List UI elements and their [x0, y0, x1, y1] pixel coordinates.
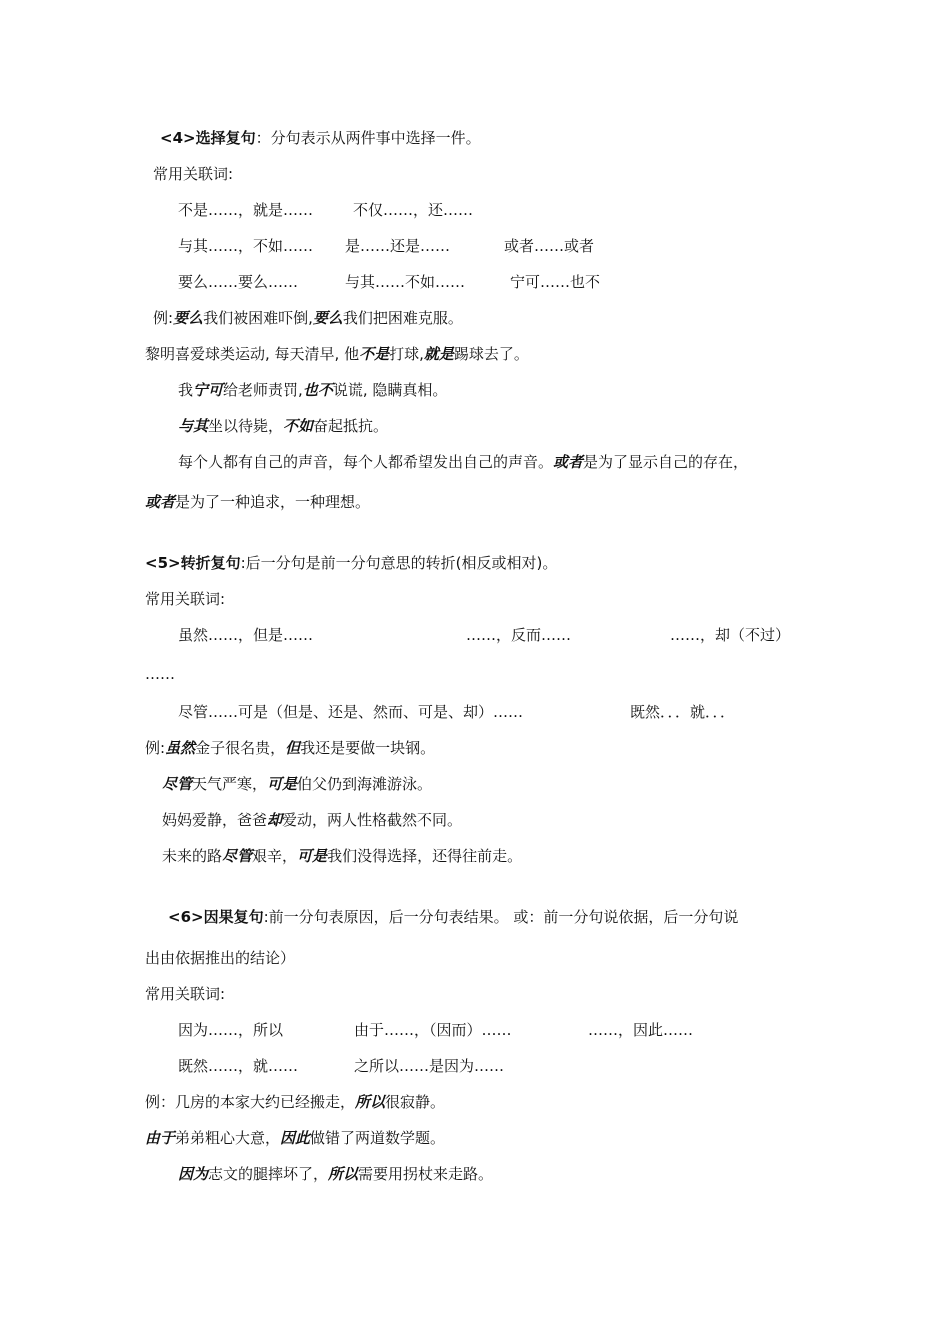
section4-conn-3a: 要么……要么……	[178, 273, 299, 291]
keyword: 所以	[328, 1165, 359, 1183]
section5-conn-2b: 既然．．．就．．．	[630, 703, 736, 721]
section4-example-5	[178, 452, 748, 472]
section5-conn-1a: 虽然……，但是……	[178, 626, 314, 644]
keyword: 宁可	[193, 381, 224, 399]
text-segment: 爱动，两人性格截然不同。	[282, 811, 463, 829]
section5-example-3	[162, 810, 462, 830]
text-segment: 踢球去了。	[453, 345, 529, 363]
text-segment: 艰辛，	[252, 847, 298, 865]
text-segment: 很寂静。	[385, 1093, 446, 1111]
section4-heading-title: 选择复句	[195, 129, 256, 147]
text-segment: 未来的路	[162, 847, 223, 865]
text-segment: 天气严寒，	[192, 775, 268, 793]
keyword: 要么	[312, 309, 343, 327]
section6-heading-num: <6>	[168, 908, 204, 926]
keyword: 却	[267, 811, 283, 829]
section6-example-2	[145, 1128, 445, 1148]
text-segment: 妈妈爱静，爸爸	[162, 811, 268, 829]
section5-example-2	[162, 774, 432, 794]
section4-heading	[160, 128, 481, 148]
section5-conn-label: 常用关联词:	[145, 590, 226, 608]
section6-conn-1c: ……，因此……	[588, 1021, 694, 1039]
section4-heading-num: <4>	[160, 129, 196, 147]
section5-conn-1c: ……，却（不过）	[670, 626, 791, 644]
text-segment: 弟弟粗心大意，	[175, 1129, 281, 1147]
text-segment: 例:	[153, 309, 174, 327]
text-segment: 我还是要做一块钢。	[300, 739, 436, 757]
keyword: 就是	[423, 345, 454, 363]
keyword: 因此	[280, 1129, 311, 1147]
text-segment: 坐以待毙，	[208, 417, 284, 435]
section4-example-1	[153, 308, 463, 328]
section4-conn-3c: 宁可……也不	[510, 273, 601, 291]
keyword: 不是	[359, 345, 390, 363]
section4-conn-2a: 与其……，不如……	[178, 237, 314, 255]
text-segment: 打球,	[389, 345, 424, 363]
keyword: 因为	[178, 1165, 209, 1183]
keyword: 可是	[267, 775, 298, 793]
section6-conn-label: 常用关联词:	[145, 985, 226, 1003]
keyword: 也不	[302, 381, 333, 399]
section4-heading-desc: ：分句表示从两件事中选择一件。	[255, 129, 481, 147]
text-segment: 志文的腿摔坏了，	[208, 1165, 329, 1183]
section6-heading	[168, 907, 738, 927]
section6-conn-2b: 之所以……是因为……	[354, 1057, 505, 1075]
keyword: 尽管	[222, 847, 253, 865]
text-segment: 金子很名贵，	[195, 739, 286, 757]
text-segment: 奋起抵抗。	[313, 417, 389, 435]
section4-example-5-cont	[145, 492, 370, 512]
section5-example-1	[145, 738, 435, 758]
text-segment: 给老师责罚,	[223, 381, 303, 399]
section5-heading-title: 转折复句	[180, 554, 241, 572]
text-segment: 我们没得选择，还得往前走。	[327, 847, 523, 865]
section6-heading-desc: :前一分句表原因，后一分句表结果。 或：前一分句说依据，后一分句说	[263, 908, 739, 926]
section4-example-3	[178, 380, 447, 400]
section5-example-4	[162, 846, 522, 866]
keyword: 或者	[553, 453, 584, 471]
keyword: 但	[285, 739, 301, 757]
section4-example-4	[178, 416, 388, 436]
section4-conn-1a: 不是……，就是……	[178, 201, 314, 219]
keyword: 不如	[283, 417, 314, 435]
section4-conn-2b: 是……还是……	[345, 237, 451, 255]
section4-example-2	[145, 344, 529, 364]
section6-example-3	[178, 1164, 493, 1184]
section6-conn-1b: 由于……，（因而）……	[354, 1021, 512, 1039]
section6-conn-1a: 因为……，所以	[178, 1021, 284, 1039]
section5-conn-1-wrap: ……	[145, 665, 175, 683]
section5-heading-num: <5>	[145, 554, 181, 572]
keyword: 或者	[145, 493, 176, 511]
text-segment: 我	[178, 381, 194, 399]
text-segment: 黎明喜爱球类运动, 每天清早, 他	[145, 345, 360, 363]
keyword: 可是	[297, 847, 328, 865]
text-segment: 例：几房的本家大约已经搬走，	[145, 1093, 356, 1111]
text-segment: 例:	[145, 739, 166, 757]
text-segment: 是为了一种追求，一种理想。	[175, 493, 371, 511]
text-segment: 说谎, 隐瞒真相。	[332, 381, 448, 399]
keyword: 虽然	[165, 739, 196, 757]
section5-conn-2a: 尽管……可是（但是、还是、然而、可是、却）……	[178, 703, 524, 721]
section4-conn-1b: 不仅……，还……	[353, 201, 474, 219]
text-segment: 是为了显示自己的存在，	[583, 453, 749, 471]
text-segment: 我们被困难吓倒,	[203, 309, 313, 327]
section6-conn-2a: 既然……，就……	[178, 1057, 299, 1075]
keyword: 所以	[355, 1093, 386, 1111]
keyword: 由于	[145, 1129, 176, 1147]
text-segment: 伯父仍到海滩游泳。	[297, 775, 433, 793]
text-segment: 需要用拐杖来走路。	[358, 1165, 494, 1183]
keyword: 与其	[178, 417, 209, 435]
section4-conn-label: 常用关联词:	[153, 165, 234, 183]
section6-heading-cont: 出由依据推出的结论）	[145, 949, 296, 967]
text-segment: 做错了两道数学题。	[310, 1129, 446, 1147]
keyword: 尽管	[162, 775, 193, 793]
keyword: 要么	[173, 309, 204, 327]
section5-heading	[145, 553, 557, 573]
text-segment: 每个人都有自己的声音，每个人都希望发出自己的声音。	[178, 453, 554, 471]
section5-conn-1b: ……，反而……	[466, 626, 572, 644]
section4-conn-3b: 与其……不如……	[345, 273, 466, 291]
section6-heading-title: 因果复句	[203, 908, 264, 926]
section4-conn-2c: 或者……或者	[504, 237, 595, 255]
text-segment: 我们把困难克服。	[342, 309, 463, 327]
section6-example-1	[145, 1092, 445, 1112]
section5-heading-desc: :后一分句是前一分句意思的转折(相反或相对)。	[240, 554, 558, 572]
